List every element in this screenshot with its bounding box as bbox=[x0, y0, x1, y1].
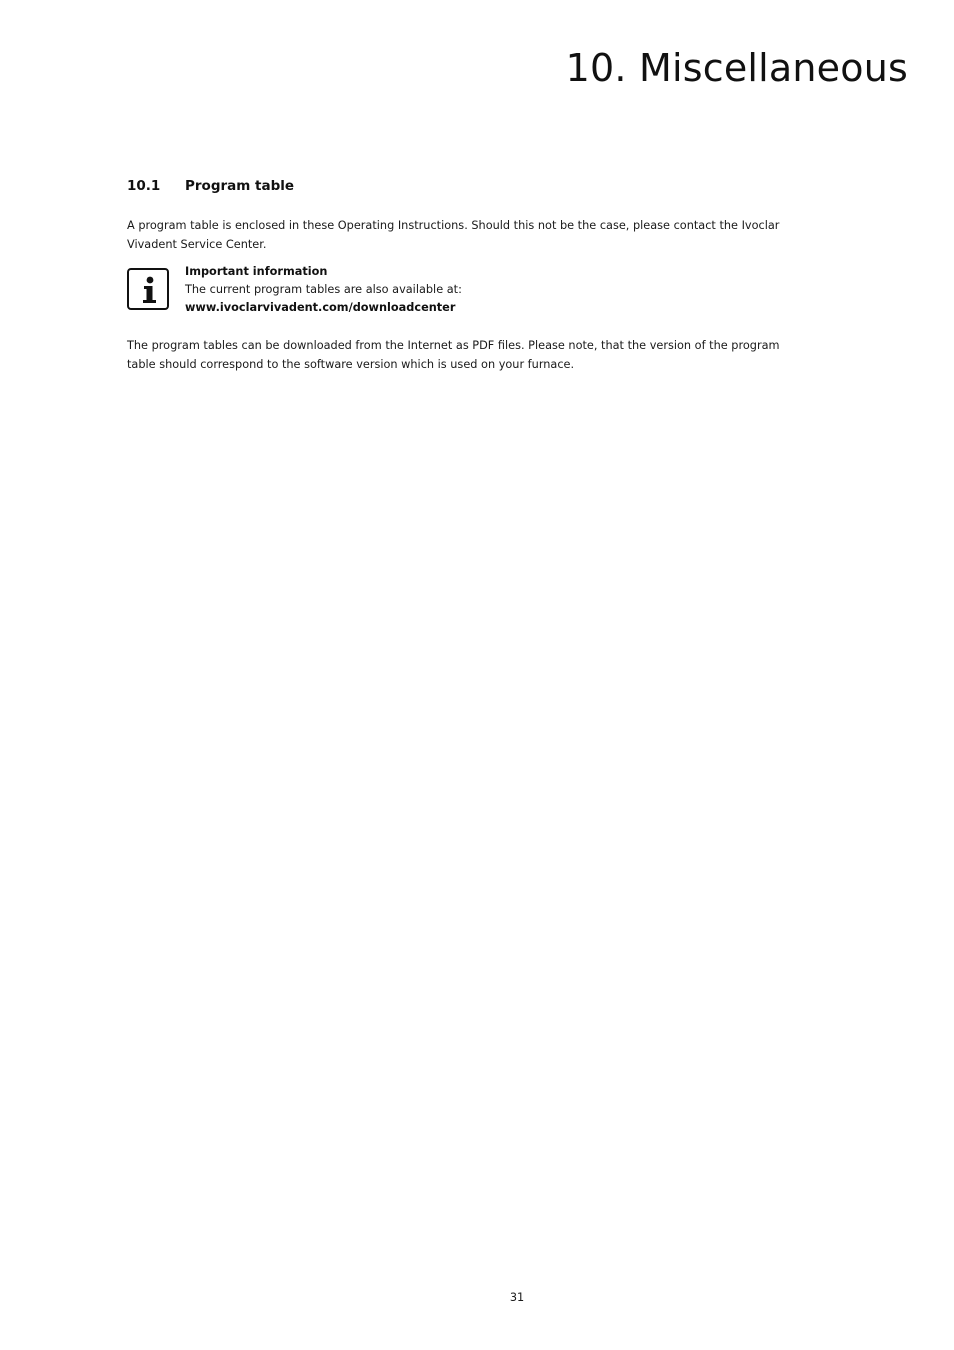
section-number: 10.1 bbox=[127, 178, 161, 194]
download-center-link[interactable]: www.ivoclarvivadent.com/downloadcenter bbox=[185, 301, 456, 314]
intro-paragraph: A program table is enclosed in these Operating Instructions. Should this not be the case, please contact the Ivoclar Vivadent Service Center. bbox=[127, 219, 780, 251]
info-title: Important information bbox=[185, 265, 328, 278]
section-heading bbox=[127, 178, 294, 194]
download-paragraph: The program tables can be downloaded from the Internet as PDF files. Please note, that the version of the program table should correspond to the software version which is used on your furnace. bbox=[127, 339, 780, 371]
chapter-title: 10. Miscellaneous bbox=[565, 46, 908, 90]
section-title: Program table bbox=[185, 178, 295, 194]
important-information-block bbox=[185, 263, 785, 317]
info-text: The current program tables are also available at: bbox=[185, 283, 462, 296]
info-icon bbox=[127, 268, 169, 310]
page-number: 31 bbox=[509, 1291, 525, 1304]
